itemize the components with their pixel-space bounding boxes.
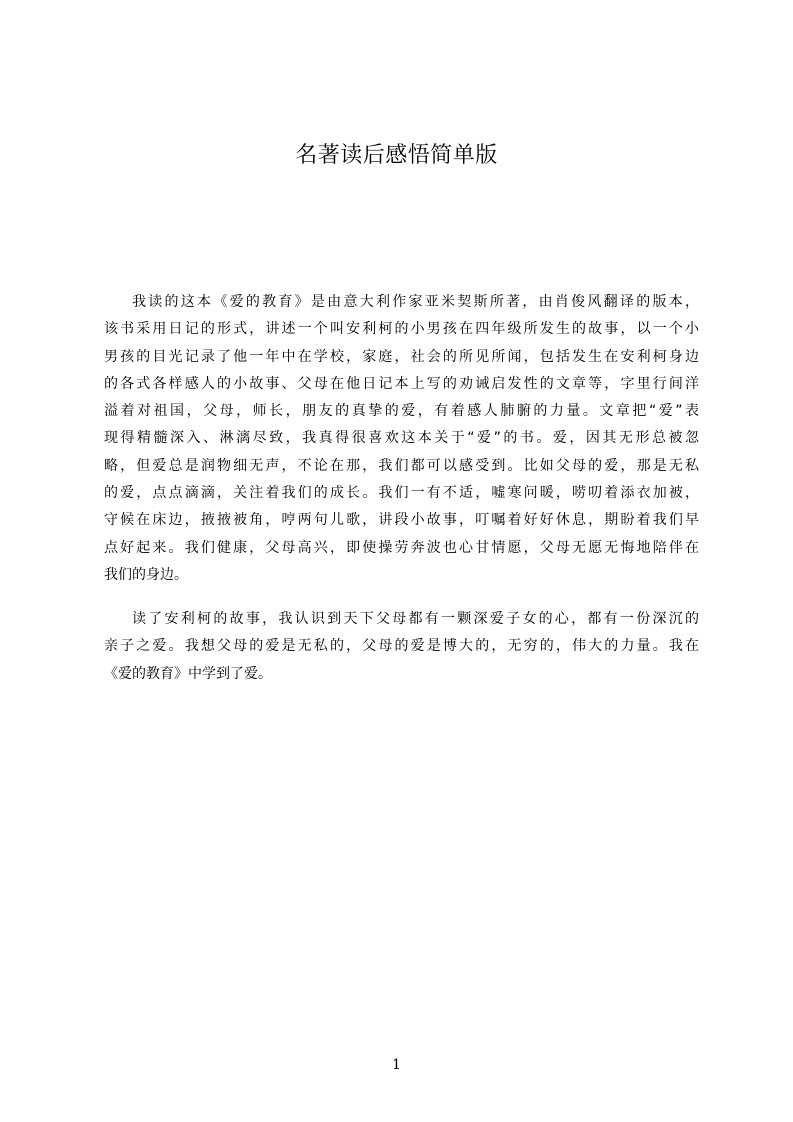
paragraph-1-line: 该书采用日记的形式，讲述一个叫安利柯的小男孩在四年级所发生的故事，以一个小 <box>104 321 699 338</box>
paragraph-2-line: 《爱的教育》中学到了爱。 <box>104 665 272 682</box>
paragraph-1-line: 的爱，点点滴滴，关注着我们的成长。我们一有不适，嘘寒问暖，唠叨着添衣加被， <box>104 485 699 502</box>
paragraph-1-line: 我们的身边。 <box>104 566 188 583</box>
paragraph-1-line: 点好起来。我们健康，父母高兴，即使操劳奔波也心甘情愿，父母无愿无悔地陪伴在 <box>104 539 699 556</box>
paragraph-1-line: 的各式各样感人的小故事、父母在他日记本上写的劝诫启发性的文章等，字里行间洋 <box>104 375 699 392</box>
paragraph-2-line: 亲子之爱。我想父母的爱是无私的，父母的爱是博大的，无穷的，伟大的力量。我在 <box>104 638 699 655</box>
document-title: 名著读后感悟简单版 <box>295 143 498 168</box>
paragraph-1-line: 男孩的目光记录了他一年中在学校，家庭，社会的所见所闻，包括发生在安利柯身边 <box>104 348 699 365</box>
paragraph-1-line: 守候在床边，掖掖被角，哼两句儿歌，讲段小故事，叮嘱着好好休息，期盼着我们早 <box>104 512 699 529</box>
body-paragraph-1 <box>104 289 699 589</box>
page-number: 1 <box>392 1057 401 1073</box>
paragraph-1-line: 溢着对祖国，父母，师长，朋友的真挚的爱，有着感人肺腑的力量。文章把“爱”表 <box>104 403 699 420</box>
paragraph-2-line: 读了安利柯的故事，我认识到天下父母都有一颗深爱子女的心，都有一份深沉的 <box>132 611 699 627</box>
paragraph-1-line: 略，但爱总是润物细无声，不论在那，我们都可以感受到。比如父母的爱，那是无私 <box>104 457 699 474</box>
body-paragraph-2 <box>104 606 699 688</box>
paragraph-1-line: 现得精髓深入、淋漓尽致，我真得很喜欢这本关于“爱”的书。爱，因其无形总被忽 <box>104 430 699 447</box>
paragraph-1-line: 我读的这本《爱的教育》是由意大利作家亚米契斯所著，由肖俊风翻译的版本， <box>132 294 699 310</box>
